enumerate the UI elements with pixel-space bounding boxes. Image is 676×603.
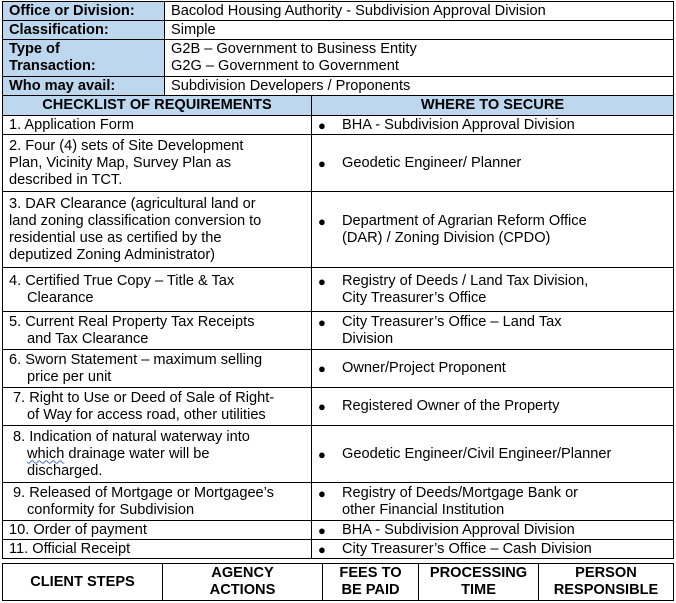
bullet-icon: ●: [318, 155, 326, 171]
requirement-line: land zoning classification conversion to: [9, 212, 262, 229]
person-line-1: PERSON: [575, 565, 637, 581]
requirement-line: and Tax Clearance: [27, 330, 149, 347]
source-line: Registry of Deeds/Mortgage Bank or: [342, 484, 579, 501]
office-row: [3, 2, 674, 21]
service-info-table: [2, 1, 674, 559]
requirement-row: [3, 426, 674, 483]
source-cell: [312, 426, 674, 483]
requirement-line: residential use as certified by the: [9, 229, 222, 246]
source-line: BHA - Subdivision Approval Division: [342, 521, 575, 538]
bullet-icon: ●: [318, 446, 326, 462]
office-value: Bacolod Housing Authority - Subdivision Approval Division: [165, 2, 674, 21]
source-cell: [312, 192, 674, 268]
classification-value: Simple: [165, 21, 674, 40]
client-steps-header: CLIENT STEPS: [3, 564, 163, 601]
bullet-icon: ●: [318, 541, 326, 557]
requirement-line: 1. Application Form: [9, 116, 134, 133]
bullet-icon: ●: [318, 522, 326, 538]
transaction-row: [3, 40, 674, 77]
requirement-line: 4. Certified True Copy – Title & Tax: [9, 272, 235, 289]
requirement-text: [3, 116, 312, 135]
person-line-2: RESPONSIBLE: [553, 582, 659, 598]
requirement-line: conformity for Subdivision: [27, 501, 195, 518]
source-line: BHA - Subdivision Approval Division: [342, 116, 575, 133]
source-cell: [312, 521, 674, 540]
source-cell: [312, 312, 674, 350]
who-may-avail-label: Who may avail:: [3, 77, 165, 96]
source-line: City Treasurer’s Office: [342, 289, 487, 306]
requirement-line: [9, 446, 305, 463]
requirement-text: [3, 540, 312, 559]
bullet-icon: ●: [318, 273, 326, 289]
classification-row: [3, 21, 674, 40]
source-line: Geodetic Engineer/Civil Engineer/Planner: [342, 445, 612, 462]
bullet-icon: ●: [318, 314, 326, 330]
processing-line-2: TIME: [461, 582, 496, 598]
source-line: City Treasurer’s Office – Cash Division: [342, 540, 592, 557]
bullet-icon: ●: [318, 399, 326, 414]
bullet-icon: ●: [318, 117, 326, 133]
requirement-row: [3, 521, 674, 540]
requirement-row: [3, 116, 674, 135]
requirement-line: 9. Released of Mortgage or Mortgagee’s: [13, 484, 274, 501]
who-may-avail-row: [3, 77, 674, 96]
requirement-row: [3, 268, 674, 312]
source-cell: [312, 540, 674, 559]
requirement-line: 11. Official Receipt: [9, 540, 131, 557]
requirement-row: [3, 135, 674, 192]
requirement-text: [3, 312, 312, 350]
requirement-text: [3, 483, 312, 521]
requirement-line: 5. Current Real Property Tax Receipts: [9, 313, 255, 330]
requirement-row: [3, 388, 674, 426]
requirement-line: of Way for access road, other utilities: [27, 406, 266, 423]
agency-actions-header: [163, 564, 323, 601]
requirement-line: 10. Order of payment: [9, 521, 147, 538]
fees-line-1: FEES TO: [339, 565, 402, 581]
source-line: other Financial Institution: [342, 501, 505, 518]
processing-line-1: PROCESSING: [429, 565, 528, 581]
requirement-line: 6. Sworn Statement – maximum selling: [9, 351, 263, 368]
requirement-text: [3, 388, 312, 426]
source-line: Division: [342, 330, 394, 347]
process-header-row: [3, 564, 674, 601]
transaction-value: [165, 40, 674, 77]
bullet-icon: ●: [318, 485, 326, 501]
requirement-line: described in TCT.: [9, 171, 123, 188]
requirement-row: [3, 312, 674, 350]
transaction-value-g2g: G2G – Government to Government: [171, 58, 399, 74]
requirement-line: 8. Indication of natural waterway into: [13, 428, 250, 445]
source-cell: [312, 350, 674, 388]
requirement-line: Plan, Vicinity Map, Survey Plan as: [9, 154, 231, 171]
spellcheck-word: which: [27, 445, 65, 462]
requirement-text: [3, 350, 312, 388]
requirement-line: 2. Four (4) sets of Site Development: [9, 137, 244, 154]
office-label: Office or Division:: [3, 2, 165, 21]
fees-to-be-paid-header: [323, 564, 419, 601]
requirement-line: price per unit: [27, 368, 112, 385]
requirement-line: discharged.: [27, 462, 103, 479]
transaction-label-line-2: Transaction:: [9, 58, 96, 74]
requirement-text: [3, 192, 312, 268]
who-may-avail-value: Subdivision Developers / Proponents: [165, 77, 674, 96]
where-to-secure-header: WHERE TO SECURE: [312, 96, 674, 116]
person-responsible-header: [539, 564, 674, 601]
source-line: Registry of Deeds / Land Tax Division,: [342, 272, 589, 289]
requirement-line: 7. Right to Use or Deed of Sale of Right-: [13, 389, 275, 406]
checklist-header-row: [3, 96, 674, 116]
requirement-text: [3, 521, 312, 540]
transaction-label: [3, 40, 165, 77]
requirement-row: [3, 540, 674, 559]
requirement-line: deputized Zoning Administrator): [9, 246, 216, 263]
source-line: Department of Agrarian Reform Office: [342, 212, 587, 229]
source-line: Geodetic Engineer/ Planner: [342, 154, 522, 171]
source-line: (DAR) / Zoning Division (CPDO): [342, 229, 551, 246]
bullet-icon: ●: [318, 361, 326, 376]
requirement-text: [3, 135, 312, 192]
requirement-line: 3. DAR Clearance (agricultural land or: [9, 195, 256, 212]
requirement-text: [3, 426, 312, 483]
transaction-label-line-1: Type of: [9, 41, 60, 57]
requirement-line-rest: drainage water will be: [64, 445, 210, 462]
source-line: City Treasurer’s Office – Land Tax: [342, 313, 562, 330]
requirement-row: [3, 192, 674, 268]
process-table-header: [2, 563, 674, 601]
checklist-header: CHECKLIST OF REQUIREMENTS: [3, 96, 312, 116]
agency-actions-line-2: ACTIONS: [209, 582, 276, 598]
classification-label: Classification:: [3, 21, 165, 40]
fees-line-2: BE PAID: [341, 582, 400, 598]
source-line: Owner/Project Proponent: [342, 360, 506, 376]
source-cell: [312, 483, 674, 521]
transaction-value-g2b: G2B – Government to Business Entity: [171, 41, 417, 57]
requirement-line: Clearance: [27, 289, 94, 306]
processing-time-header: [419, 564, 539, 601]
source-line: Registered Owner of the Property: [342, 398, 560, 414]
agency-actions-line-1: AGENCY: [211, 565, 274, 581]
requirement-row: [3, 483, 674, 521]
requirement-text: [3, 268, 312, 312]
source-cell: [312, 388, 674, 426]
source-cell: [312, 268, 674, 312]
bullet-icon: ●: [318, 213, 326, 229]
requirement-row: [3, 350, 674, 388]
source-cell: [312, 116, 674, 135]
source-cell: [312, 135, 674, 192]
